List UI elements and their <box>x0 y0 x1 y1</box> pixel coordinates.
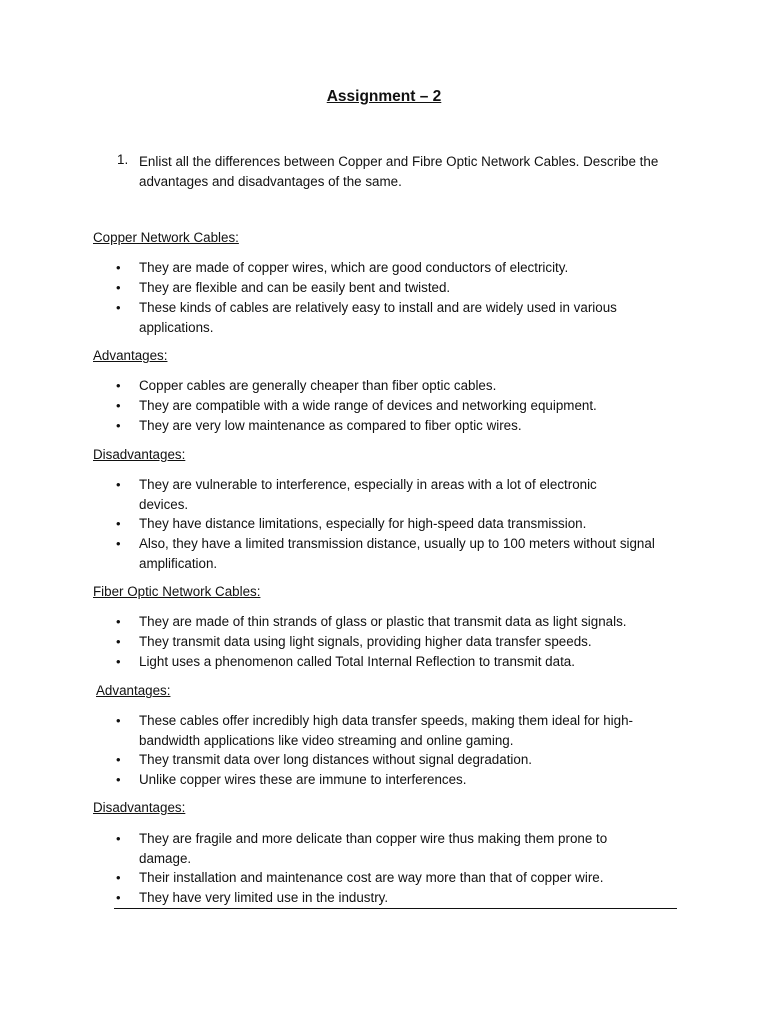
fiber-advantage-item: Unlike copper wires these are immune to interferences. <box>139 772 467 787</box>
copper-advantages-heading: Advantages: <box>93 348 168 363</box>
fiber-advantage-item: These cables offer incredibly high data transfer speeds, making them ideal for high-bandwidth applications like video streaming and online gaming. <box>139 713 633 748</box>
fiber-disadvantages-heading: Disadvantages: <box>93 800 186 815</box>
fiber-item: They are made of thin strands of glass or plastic that transmit data as light signals. <box>139 614 627 629</box>
fiber-disadvantage-item: Their installation and maintenance cost are way more than that of copper wire. <box>139 870 604 885</box>
copper-item: They are made of copper wires, which are good conductors of electricity. <box>139 260 569 275</box>
copper-advantage-item: Copper cables are generally cheaper than fiber optic cables. <box>139 378 497 393</box>
bottom-rule <box>114 908 677 909</box>
page-title: Assignment – 2 <box>326 88 442 105</box>
fiber-item: They transmit data using light signals, providing higher data transfer speeds. <box>139 634 592 649</box>
fiber-disadvantage-item: They have very limited use in the industry. <box>139 890 389 905</box>
fiber-advantage-item: They transmit data over long distances without signal degradation. <box>139 752 533 767</box>
bullet-icon: • <box>116 280 121 295</box>
bullet-icon: • <box>116 890 121 905</box>
bullet-icon: • <box>116 300 121 315</box>
bullet-icon: • <box>116 614 121 629</box>
copper-item: These kinds of cables are relatively easy to install and are widely used in various applications. <box>139 300 617 335</box>
bullet-icon: • <box>116 654 121 669</box>
question-text: Enlist all the differences between Copper and Fibre Optic Network Cables. Describe the advantages and disadvantages of the same. <box>139 154 659 189</box>
copper-disadvantages-heading: Disadvantages: <box>93 447 186 462</box>
bullet-icon: • <box>116 477 121 492</box>
fiber-heading: Fiber Optic Network Cables: <box>93 584 261 599</box>
copper-disadvantage-item: They are vulnerable to interference, especially in areas with a lot of electronic devices. <box>139 477 597 512</box>
bullet-icon: • <box>116 870 121 885</box>
fiber-advantages-heading: Advantages: <box>96 683 171 698</box>
copper-disadvantage-item: Also, they have a limited transmission distance, usually up to 100 meters without signal amplification. <box>139 536 655 571</box>
question-number: 1. <box>117 152 129 167</box>
fiber-disadvantage-item: They are fragile and more delicate than copper wire thus making them prone to damage. <box>139 831 608 866</box>
bullet-icon: • <box>116 831 121 846</box>
bullet-icon: • <box>116 378 121 393</box>
fiber-item: Light uses a phenomenon called Total Internal Reflection to transmit data. <box>139 654 575 669</box>
copper-advantage-item: They are compatible with a wide range of devices and networking equipment. <box>139 398 597 413</box>
bullet-icon: • <box>116 516 121 531</box>
bullet-icon: • <box>116 752 121 767</box>
copper-disadvantage-item: They have distance limitations, especially for high-speed data transmission. <box>139 516 587 531</box>
bullet-icon: • <box>116 398 121 413</box>
copper-heading: Copper Network Cables: <box>93 230 239 245</box>
copper-advantage-item: They are very low maintenance as compared to fiber optic wires. <box>139 418 522 433</box>
copper-item: They are flexible and can be easily bent and twisted. <box>139 280 451 295</box>
bullet-icon: • <box>116 772 121 787</box>
bullet-icon: • <box>116 260 121 275</box>
bullet-icon: • <box>116 713 121 728</box>
bullet-icon: • <box>116 536 121 551</box>
bullet-icon: • <box>116 418 121 433</box>
bullet-icon: • <box>116 634 121 649</box>
